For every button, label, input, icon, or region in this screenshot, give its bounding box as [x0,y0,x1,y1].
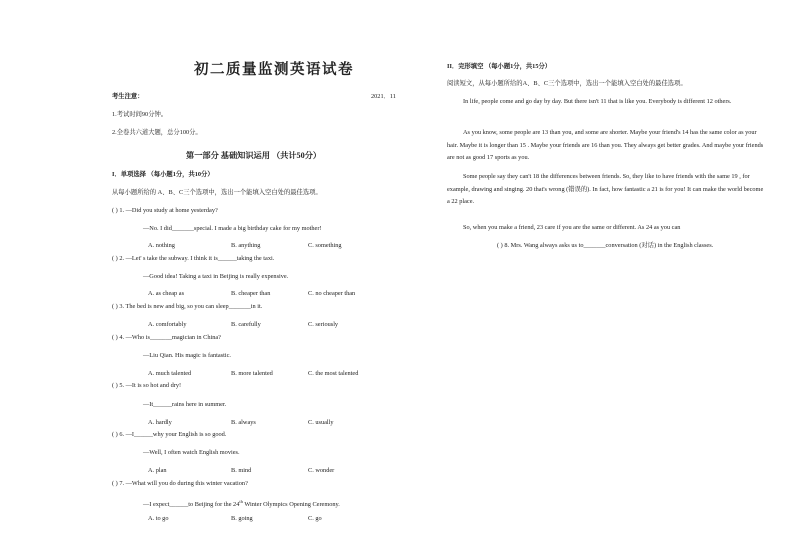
question-3-option-b: B. carefully [231,321,261,328]
question-4-option-a: A. much talented [148,370,192,377]
question-1-option-c: C. something [308,242,342,249]
question-4-option-c: C. the most talented [308,370,359,377]
exam-title: 初二质量监测英语试卷 [194,62,354,78]
question-6-option-b: B. mind [231,467,252,474]
question-1-option-b: B. anything [231,242,261,249]
question-7-option-a: A. to go [148,515,169,522]
question-3-option-a: A. comfortably [148,321,187,328]
cloze-paragraph-4: So, when you make a friend, 23 care if you are the same or different. As 24 as you can [463,224,681,231]
cloze-paragraph-3: Some people say they can't 18 the differences between friends. So, they like to have friends with the same 19 , for example, drawing and singing. 20 that's wrong (错误的). In fact, how fantastic a 21 is for you! It can make the world become a 22 place. [447,173,764,205]
question-2-option-a: A. as cheap as [148,290,185,297]
question-5-option-a: A. hardly [148,419,172,426]
question-3-prompt: ( ) 3. The bed is new and big, so you can sleep_______in it. [112,303,263,310]
question-8-prompt: ( ) 8. Mrs. Wang always asks us to_______conversation (对话) in the English classes. [497,242,714,249]
question-1-option-a: A. nothing [148,242,175,249]
question-6-option-c: C. wonder [308,467,335,474]
section-one-heading: I．单项选择 （每小题1分，共10分） [112,171,214,178]
question-7-option-c: C. go [308,515,322,522]
question-1-prompt: ( ) 1. —Did you study at home yesterday? [112,207,218,214]
part-title: 第一部分 基础知识运用 （共计50分） [186,151,322,160]
notice-label: 考生注意： [112,93,144,100]
section-two-instruction: 阅读短文，从每小题所给的A、B、C三个选项中，选出一个能填入空白处的最佳选项。 [447,80,687,87]
question-6-prompt: ( ) 6. —I______why your English is so good. [112,431,227,438]
question-2-option-c: C. no cheaper than [308,290,356,297]
question-6-reply: —Well, I often watch English movies. [143,449,240,456]
question-7-option-b: B. going [231,515,253,522]
question-3-option-c: C. seriously [308,321,339,328]
question-7-reply: —I expect______to Beijing for the 24th Winter Olympics Opening Ceremony. [143,499,340,509]
question-7-prompt: ( ) 7. —What will you do during this winter vacation? [112,480,248,487]
section-two-heading: II．完形填空 （每小题1分，共15分） [447,63,552,70]
question-5-prompt: ( ) 5. —It is so hot and dry! [112,382,182,389]
notice-line-2: 2.全卷共六道大题，总分100分。 [112,129,202,136]
question-4-prompt: ( ) 4. —Who is_______magician in China? [112,334,221,341]
question-2-prompt: ( ) 2. —Let' s take the subway. I think it is______taking the taxi. [112,255,275,262]
notice-line-1: 1.考试时间90分钟。 [112,111,168,118]
question-5-reply: —It______rains here in summer. [143,401,227,408]
cloze-paragraph-1: In life, people come and go day by day. But there isn't 11 that is like you. Everybody is different 12 others. [463,98,732,105]
exam-date: 2021．11 [371,93,396,100]
cloze-paragraph-2: As you know, some people are 13 than you, and some are shorter. Maybe your friend's 14 has the same color as your hair. Maybe it is longer than 15 . Maybe your friends are 16 than you. They always get better grades. And maybe your friends are not as good 17 sports as you. [447,129,764,161]
question-4-option-b: B. more talented [231,370,273,377]
question-6-option-a: A. plan [148,467,167,474]
question-2-option-b: B. cheaper than [231,290,271,297]
question-2-reply: —Good idea! Taking a taxi in Beijing is really expensive. [143,273,289,280]
question-5-option-c: C. usually [308,419,334,426]
section-one-instruction: 从每小题所给的 A、B、C三个选项中，选出一个能填入空白处的最佳选项。 [112,189,322,196]
question-4-reply: —Liu Qian. His magic is fantastic. [143,352,231,359]
question-1-reply: —No. I did_______special. I made a big birthday cake for my mother! [143,225,322,232]
question-5-option-b: B. always [231,419,256,426]
